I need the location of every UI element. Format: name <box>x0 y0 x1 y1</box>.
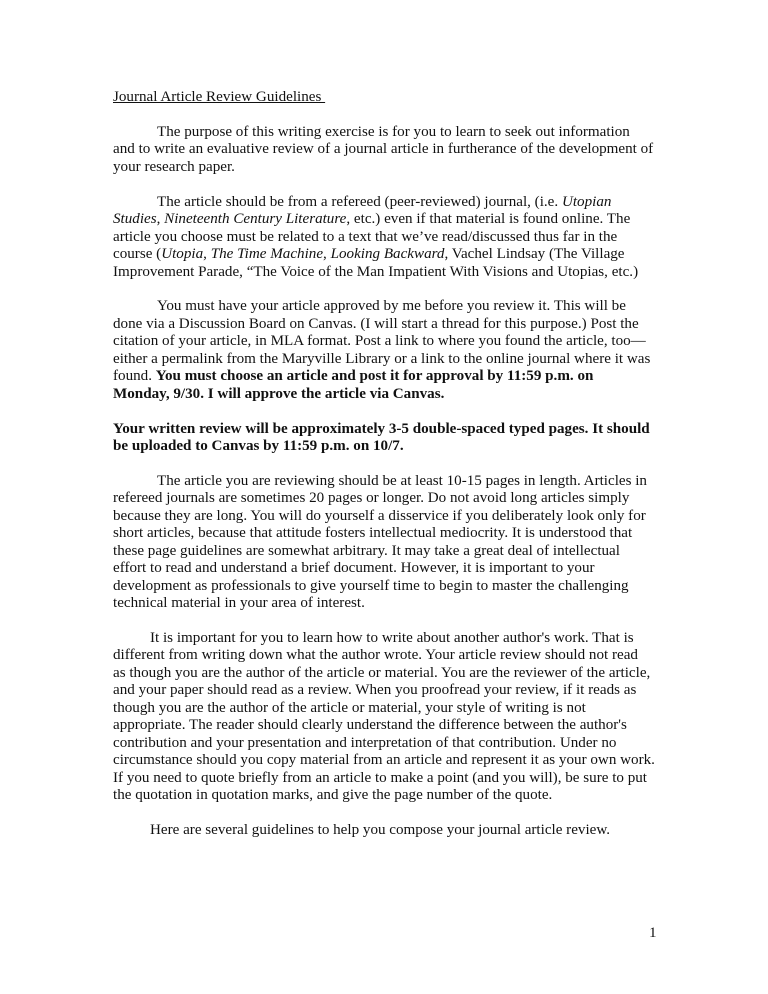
text-line: these page guidelines are somewhat arbitrary. It may take a great deal of intellectual <box>113 542 620 559</box>
text-line: Improvement Parade, “The Voice of the Man Impatient With Visions and Utopias, etc.) <box>113 263 639 280</box>
text-line <box>113 211 673 228</box>
text-line: appropriate. The reader should clearly understand the difference between the author's <box>113 717 627 734</box>
deadline-text: Monday, 9/30. I will approve the article via Canvas. <box>113 385 445 402</box>
text-line: effort to read and understand a brief document. However, it is important to your <box>113 560 595 577</box>
text-line: though you are the author of the article or material, your style of writing is not <box>113 699 586 716</box>
text-line: The article you are reviewing should be at least 10-15 pages in length. Articles in <box>157 472 647 489</box>
text-line: either a permalink from the Maryville Library or a link to the online journal where it was <box>113 350 651 367</box>
text-line: If you need to quote briefly from an article to make a point (and you will), be sure to put <box>113 769 647 786</box>
page-number: 1 <box>649 925 657 941</box>
journal-title: Studies <box>113 211 157 228</box>
spacer <box>113 804 673 821</box>
text-run: , etc.) even if that material is found online. The <box>346 211 631 228</box>
text-line: citation of your article, in MLA format. Post a link to where you found the article, too— <box>113 333 646 350</box>
text-line: and to write an evaluative review of a journal article in furtherance of the development of <box>113 141 654 158</box>
text-line: article you choose must be related to a text that we’ve read/discussed thus far in the <box>113 228 618 245</box>
book-title: The Time Machine <box>210 246 324 263</box>
text-run: , <box>203 246 211 263</box>
spacer <box>113 403 673 420</box>
text-line: technical material in your area of interest. <box>113 595 365 612</box>
text-line: You must have your article approved by me before you review it. This will be <box>157 298 626 315</box>
text-line: because they are long. You will do yourself a disservice if you deliberately look only for <box>113 507 646 524</box>
text-line: contribution and your presentation and interpretation of that contribution. Under no <box>113 734 617 751</box>
journal-title: Nineteenth Century Literature <box>164 211 347 228</box>
text-line: circumstance should you copy material from an article and represent it as your own work. <box>113 752 655 769</box>
document-title: Journal Article Review Guidelines <box>113 89 326 105</box>
text-line <box>113 194 673 211</box>
spacer <box>113 613 673 630</box>
text-line: short articles, because that attitude fosters intellectual mediocrity. It is understood that <box>113 525 633 542</box>
book-title: Looking Backward <box>330 246 445 263</box>
spacer <box>113 455 673 472</box>
text-line <box>113 246 673 263</box>
paragraph-guidelines-intro <box>113 822 673 839</box>
deadline-text: You must choose an article and post it for approval by 11:59 p.m. on <box>155 368 594 385</box>
text-line: Here are several guidelines to help you compose your journal article review. <box>150 821 611 838</box>
paragraph-review-length <box>113 421 673 456</box>
text-line: the quotation in quotation marks, and give the page number of the quote. <box>113 787 553 804</box>
text-line <box>113 368 673 385</box>
paragraph-writing-style <box>113 630 673 805</box>
text-line: your research paper. <box>113 158 235 175</box>
text-run: , <box>323 246 331 263</box>
paragraph-article-length <box>113 473 673 613</box>
paragraph-approval <box>113 298 673 403</box>
paragraph-article-source <box>113 194 673 281</box>
spacer <box>113 176 673 193</box>
text-line: refereed journals are sometimes 20 pages or longer. Do not avoid long articles simply <box>113 490 630 507</box>
text-line: development as professionals to give yourself time to begin to master the challenging <box>113 577 629 594</box>
spacer <box>113 281 673 298</box>
text-run: course ( <box>113 246 162 263</box>
deadline-text: be uploaded to Canvas by 11:59 p.m. on 10/7. <box>113 438 404 454</box>
deadline-text: Your written review will be approximately 3-5 double-spaced typed pages. It should <box>113 420 650 437</box>
text-line: as though you are the author of the article or material. You are the reviewer of the article, <box>113 664 651 681</box>
paragraph-purpose <box>113 124 673 176</box>
text-run: , <box>156 211 165 228</box>
text-line: The purpose of this writing exercise is for you to learn to seek out information <box>157 123 630 140</box>
text-run: found. <box>113 368 156 385</box>
text-run: The article should be from a refereed (peer-reviewed) journal, (i.e. <box>157 193 562 210</box>
journal-title: Utopian <box>561 193 612 210</box>
book-title: Utopia <box>161 246 204 263</box>
text-line: different from writing down what the author wrote. Your article review should not read <box>113 647 638 664</box>
spacer <box>113 106 673 123</box>
text-line: done via a Discussion Board on Canvas. (I will start a thread for this purpose.) Post the <box>113 315 639 332</box>
text-line: and your paper should read as a review. When you proofread your review, if it reads as <box>113 682 637 699</box>
text-line: It is important for you to learn how to write about another author's work. That is <box>150 629 634 646</box>
document-page <box>113 89 673 839</box>
text-run: , Vachel Lindsay (The Village <box>444 246 625 263</box>
